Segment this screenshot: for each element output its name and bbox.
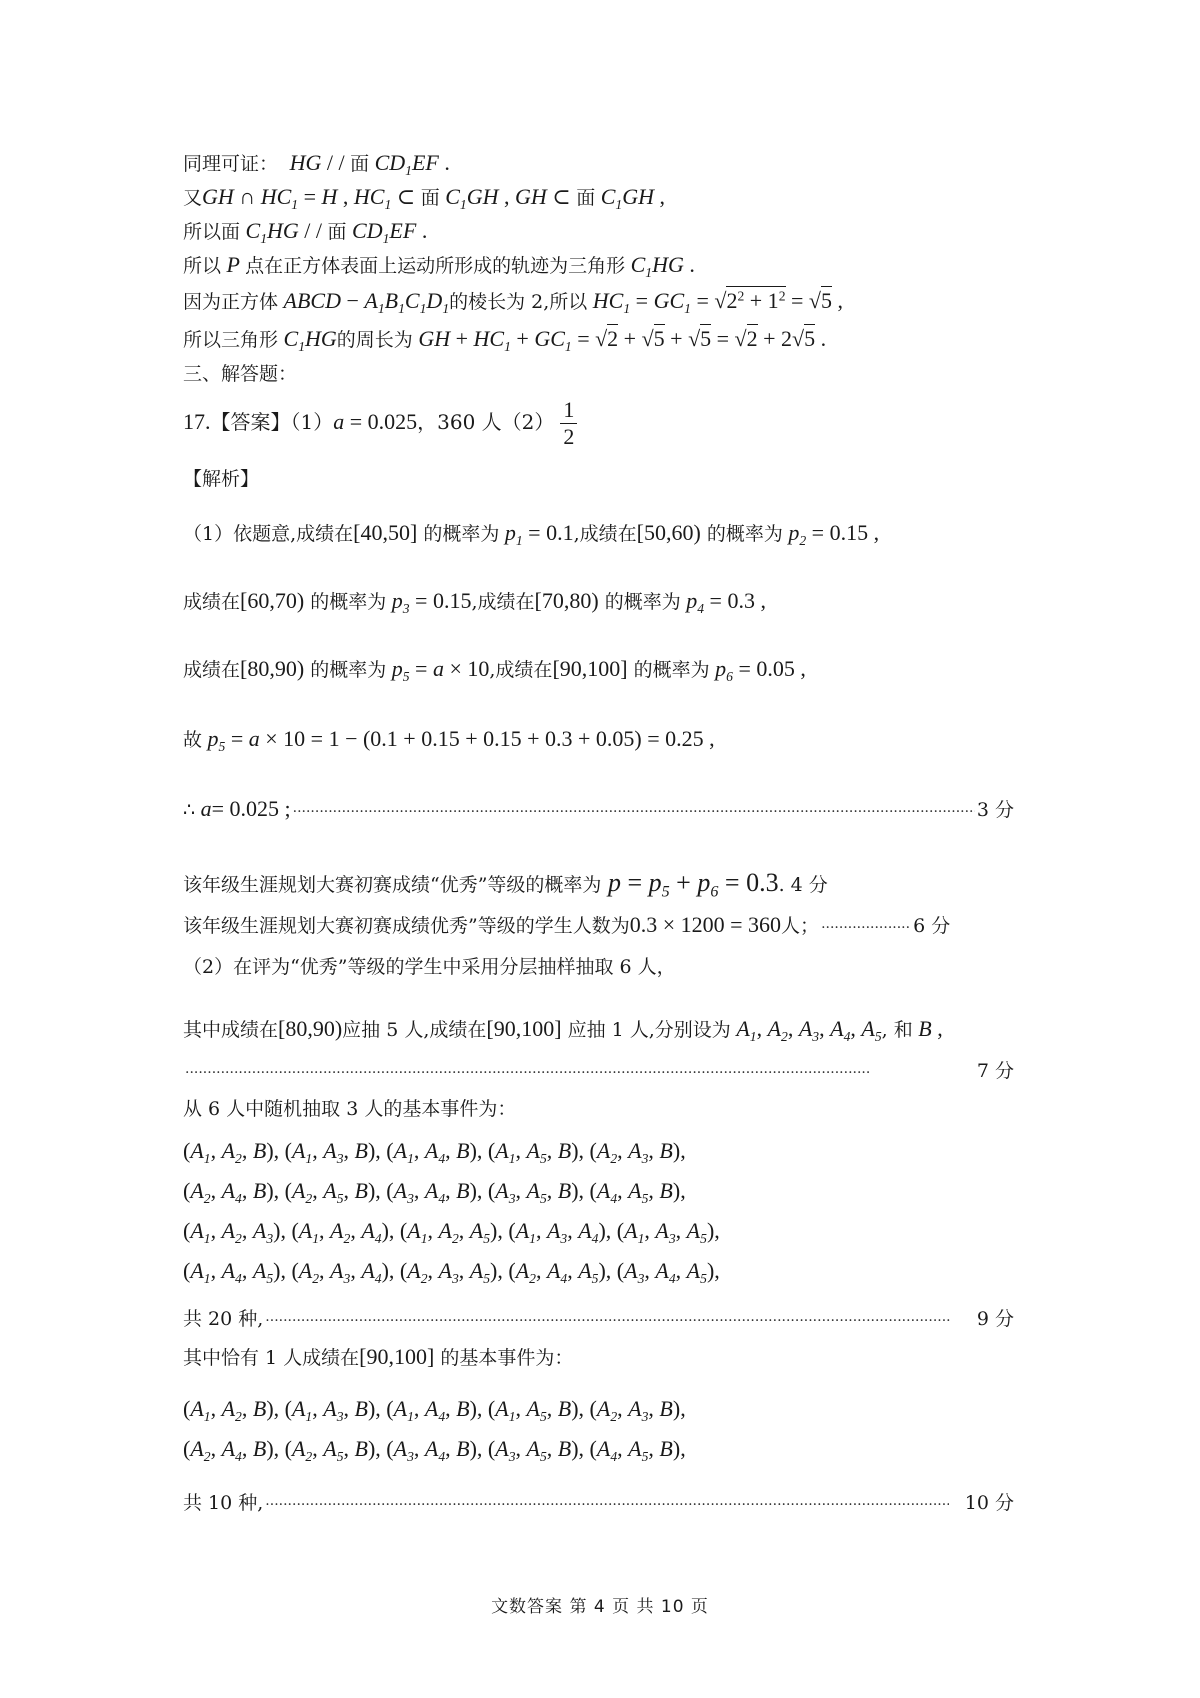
events-row-3: ($A_1$, $A_2$, $A_3$), ($A_1$, $A_2$, $A_4$), ($A_1$, $A_2$, $A_5$), ($A_1$, $A_3$, $A_4$), ($A_1$, $A_3$, $A_5$), (183, 1218, 720, 1246)
q17-answer: 17.【答案】（1）a = 0.025，360 人（2） $\frac{1}{2}$ (183, 398, 577, 449)
leader-dots (293, 805, 975, 819)
text: 成绩在 (183, 591, 241, 613)
leader-dots (265, 1314, 975, 1328)
numerator: 1 (560, 398, 577, 424)
text: ，360 人（2） (417, 410, 555, 435)
proof-line-2: 又GH ∩ $HC_1 = H$ , $HC_1$ ⊂ 面 $C_1GH$ , GH ⊂ 面 $C_1GH$ , (183, 184, 665, 212)
analysis-heading (183, 470, 259, 489)
text: 该年级生涯规划大赛初赛成绩“优秀”等级的概率为 (183, 874, 602, 896)
text: （2）在评为“优秀”等级的学生中采用分层抽样抽取 6 人， (183, 956, 676, 978)
text: 应抽 5 人,成绩在 (342, 1019, 487, 1041)
analysis-line-4: 故 $p_5 = a \times 10 = 1 - (0.1 + 0.15 + 0.15 + 0.3 + 0.05) = 0.25$ , (183, 726, 715, 754)
text: 的概率为 (423, 523, 500, 545)
text: 三、解答题： (183, 363, 298, 385)
text: 该年级生涯规划大赛初赛成绩优秀”等级的学生人数为 (183, 915, 630, 937)
text: 共 20 种, (183, 1308, 264, 1330)
text: 同理可证： (183, 153, 279, 175)
part2-line-1: 其中成绩在[80,90)应抽 5 人,成绩在[90,100] 应抽 1 人,分别设为 $A_1$, $A_2$, $A_3$, $A_4$, $A_5$, 和 B , (183, 1016, 943, 1044)
score-mark: 3 分 (976, 799, 1014, 821)
text: ,成绩在 (489, 659, 553, 681)
basic-events-intro (183, 1100, 516, 1119)
text: 的概率为 (633, 659, 710, 681)
text: 应抽 1 人,分别设为 (567, 1019, 731, 1041)
text: 其中成绩在 (183, 1019, 279, 1041)
question-number: 17. (183, 409, 211, 435)
fraction (560, 398, 577, 449)
text: 的周长为 (336, 329, 413, 351)
events-row-4: ($A_1$, $A_4$, $A_5$), ($A_2$, $A_3$, $A_4$), ($A_2$, $A_3$, $A_5$), ($A_2$, $A_4$, $A_5$), ($A_3$, $A_4$, $A_5$), (183, 1258, 720, 1286)
text: 从 6 人中随机抽取 3 人的基本事件为： (183, 1098, 517, 1120)
score-line-7 (183, 1062, 1014, 1081)
text: 点在正方体表面上运动所形成的轨迹为三角形 (245, 255, 626, 277)
analysis-line-3: 成绩在[80,90) 的概率为 $p_5 = a \times 10$,成绩在[90,100] 的概率为 $p_6 = 0.05$ , (183, 656, 806, 684)
text: （1） (290, 410, 334, 435)
section-heading (183, 365, 297, 384)
part2-intro (183, 958, 676, 977)
events-b-row-2: ($A_2$, $A_4$, B), ($A_2$, $A_5$, B), ($A_3$, $A_4$, B), ($A_3$, $A_5$, B), ($A_4$, $A_5$, B), (183, 1436, 686, 1464)
events-b-row-1: ($A_1$, $A_2$, B), ($A_1$, $A_3$, B), ($A_1$, $A_4$, B), ($A_1$, $A_5$, B), ($A_2$, $A_3$, B), (183, 1396, 686, 1424)
text: 的棱长为 2,所以 (449, 291, 588, 313)
text: 【答案】 (210, 410, 291, 435)
analysis-line-1: （1）依题意,成绩在[40,50] 的概率为 $p_1 = 0.1$,成绩在[50,60) 的概率为 $p_2 = 0.15$ , (183, 520, 880, 548)
text: , 和 (881, 1019, 913, 1041)
proof-line-5: 因为正方体 ABCD − $A_1B_1C_1D_1$的棱长为 2,所以 $HC_1 = GC_1 = √2^2 + 1^2 = √5$ , (183, 288, 843, 316)
text: 又 (183, 187, 203, 209)
denominator: 2 (563, 424, 575, 450)
leader-dots (185, 1066, 975, 1080)
text: 【解析】 (183, 468, 260, 490)
total-20-line (183, 1310, 1014, 1329)
analysis-line-7: 该年级生涯规划大赛初赛成绩优秀”等级的学生人数为 0.3 × 1200 = 360 人； ····· 6 分 (183, 914, 1014, 936)
analysis-line-2: 成绩在[60,70) 的概率为 $p_3 = 0.15$,成绩在[70,80) 的概率为 $p_4 = 0.3$ , (183, 588, 766, 616)
score-mark: 9 分 (976, 1308, 1014, 1330)
text: 成绩在 (183, 659, 241, 681)
text: 共 10 种, (183, 1492, 264, 1514)
text: 因为正方体 (183, 291, 279, 313)
text: 故 (183, 729, 203, 751)
score-mark: 7 分 (976, 1060, 1014, 1082)
events-row-2: ($A_2$, $A_4$, B), ($A_2$, $A_5$, B), ($A_3$, $A_4$, B), ($A_3$, $A_5$, B), ($A_4$, $A_5$, B), (183, 1178, 686, 1206)
events-row-1: ($A_1$, $A_2$, B), ($A_1$, $A_3$, B), ($A_1$, $A_4$, B), ($A_1$, $A_5$, B), ($A_2$, $A_3$, B), (183, 1138, 686, 1166)
text: 所以 (183, 255, 222, 277)
text: 其中恰有 1 人成绩在 (183, 1347, 360, 1369)
score-mark: . 4 分 (778, 874, 828, 896)
proof-line-3: 所以面 $C_1HG$ / / 面 $CD_1EF$ . (183, 218, 428, 246)
text: 的概率为 (706, 523, 783, 545)
text: ∴ (183, 799, 196, 821)
leader-dots (821, 921, 911, 935)
score-mark: 6 分 (913, 915, 951, 937)
analysis-line-6: 该年级生涯规划大赛初赛成绩“优秀”等级的概率为 $p = p_5 + p_6 = 0.3$. 4 分 (183, 868, 828, 901)
page-footer: 文数答案 第 4 页 共 10 页 (491, 1597, 709, 1617)
text: 的概率为 (604, 591, 681, 613)
text: 所以三角形 (183, 329, 279, 351)
text: 的概率为 (310, 591, 387, 613)
proof-line-1: 同理可证： HG / / 面 $CD_1EF$ . (183, 150, 450, 178)
text: 的概率为 (310, 659, 387, 681)
leader-dots (265, 1498, 948, 1512)
text: 的基本事件为： (440, 1347, 574, 1369)
total-10-line (183, 1494, 1014, 1513)
text: ,成绩在 (471, 591, 535, 613)
proof-line-4: 所以 P 点在正方体表面上运动所形成的轨迹为三角形 $C_1HG$ . (183, 252, 695, 280)
text: ,成绩在 (573, 523, 637, 545)
score-mark: 10 分 (964, 1492, 1014, 1514)
text: 人； (781, 915, 820, 937)
analysis-line-5: ∴ a = 0.025 ; ····· 3 分 (183, 798, 1014, 820)
exactly-one-intro: 其中恰有 1 人成绩在[90,100] 的基本事件为： (183, 1344, 574, 1369)
proof-line-6: 所以三角形 $C_1HG$的周长为 GH + $HC_1 + GC_1 = √2 + √5 + √5 = √2 + 2√5$ . (183, 326, 827, 354)
text: （1）依题意,成绩在 (183, 523, 354, 545)
text: 所以面 (183, 221, 241, 243)
